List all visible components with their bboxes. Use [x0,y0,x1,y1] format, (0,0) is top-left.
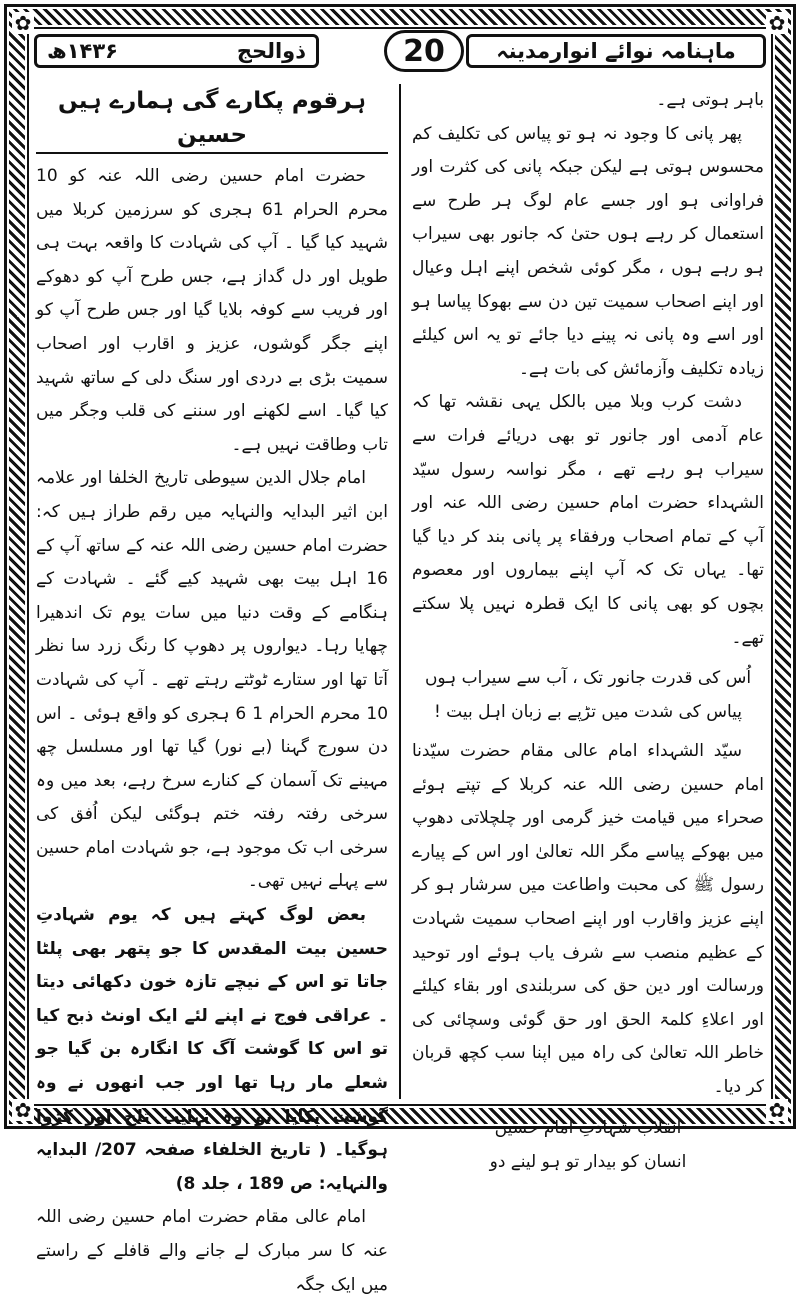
page-header [34,30,766,72]
paragraph: دشت کرب وبلا میں بالکل یہی نقشہ تھا کہ عام آدمی اور جانور تو بھی دریائے فرات سے سیراب ہو رہے تھے ، مگر نواسہ رسول سیّد الشہداء حضرت امام حسین رضی اللہ عنہ اور آپ کے تمام اصحاب ورفقاء پر پانی بند کر دیا گیا تھا۔ یہاں تک کہ آپ اپنے بیماروں اور معصوم بچوں کو بھی پانی کا ایک قطرہ نہیں پلا سکتے تھے۔ [412,392,764,648]
verse-line: انسان کو بیدار تو ہو لینے دو [489,1151,687,1172]
article-title: ہرقوم پکارے گی ہمارے ہیں حسین [36,84,388,154]
paragraph: سیّد الشہداء امام عالی مقام حضرت سیّدنا امام حسین رضی اللہ عنہ کربلا کے تپتے ہوئے صحراء میں قیامت خیز گرمی اور چلچلاتی دھوپ میں بھوکے پیاسے مگر اللہ تعالیٰ اور اس کے پیارے رسول ﷺ کی محبت واطاعت میں سرشار ہو کر اپنے عزیز واقارب اور اپنے اصحاب سمیت شہادت کے عظیم منصب سے شرف یاب ہوئے اور توحید ورسالت اور دین حق کی سربلندی اور بقاء کیلئے اور اعلاءِ کلمۃ الحق اور حق گوئی وسچائی کی خاطر اللہ تعالیٰ کی راہ میں اپنا سب کچھ قربان کر دیا۔ [412,741,764,1098]
issue-month: ذوالحج [236,39,306,63]
paragraph: امام عالی مقام حضرت امام حسین رضی اللہ عنہ کا سر مبارک لے جانے والے قافلے کے راستے میں ایک جگہ [36,1207,388,1295]
corner-ornament-icon: ✿ [766,12,788,34]
verse-line: اُس کی قدرت جانور تک ، آب سے سیراب ہوں [424,668,752,689]
corner-ornament-icon: ✿ [12,1099,34,1121]
verse-block [412,661,764,729]
magazine-title: ماہنامہ نوائے انوارمدینہ [466,34,766,68]
verse-line: انقلاب شہادتِ امام حسین [494,1117,682,1138]
page-number: 20 [384,30,464,72]
left-column [36,84,389,1295]
corner-ornament-icon: ✿ [766,1099,788,1121]
corner-ornament-icon: ✿ [12,12,34,34]
paragraph: بعض لوگ کہتے ہیں کہ یوم شہادتِ حسین بیت المقدس کا جو پتھر بھی پلٹا جاتا تو اس کے نیچے تازہ خون دکھائی دیتا ۔ عراقی فوج نے اپنے لئے ایک اونٹ ذبح کیا تو اس کا گوشت آگ کا انگارہ بن گیا جو شعلے مار رہا تھا اور جب انھوں نے وہ گوشت پکایا تو وہ نہایت تلخ اور کڑوا ہوگیا۔ ( تاریخ الخلفاء صفحہ 207/ البدایہ والنہایہ: ص 189 ، جلد 8) [36,905,388,1194]
paragraph: باہر ہوتی ہے۔ [656,90,764,110]
verse-block [412,1111,764,1179]
paragraph: امام جلال الدین سیوطی تاریخ الخلفا اور علامہ ابن اثیر البدایہ والنہایہ میں رقم طراز ہیں کہ: حضرت امام حسین رضی اللہ عنہ کے ساتھ آپ کے 16 اہل بیت بھی شہید کیے گئے ۔ شہادت کے ہنگامے کے وقت دنیا میں سات یوم تک اندھیرا چھایا رہا۔ دیواروں پر دھوپ کا رنگ زرد سا نظر آتا تھا اور ستارے ٹوٹتے رہتے تھے ۔ آپ کی شہادت 10 محرم الحرام 1 6 ہجری کو واقع ہوئی ۔ اس دن سورج گہنا (بے نور) گیا تھا اور مسلسل چھ مہینے تک آسمان کے کنارے سرخ رہے، بعد میں وہ سرخی رفتہ رفتہ ختم ہوگئی لیکن اُفق کی سرخی اب تک موجود ہے، جو شہادت امام حسین سے پہلے نہیں تھی۔ [36,468,389,892]
issue-year: ۱۴۳۶ھ [47,39,118,63]
paragraph: حضرت امام حسین رضی اللہ عنہ کو 10 محرم الحرام 61 ہجری کو سرزمین کربلا میں شہید کیا گیا ۔ آپ کی شہادت کا واقعہ بہت ہی طویل اور دل گداز ہے، جس طرح آپ کو دھوکے اور فریب سے کوفہ بلایا گیا اور جس طرح آپ کو اپنے جگر گوشوں، عزیز و اقارب اور اصحاب سمیت بڑی بے دردی اور سنگ دلی کے ساتھ شہید کیا گیا۔ اسے لکھنے اور سننے کی قلب وجگر میں تاب وطاقت نہیں ہے۔ [36,166,388,455]
issue-date-box [34,34,319,68]
verse-line: پیاس کی شدت میں تڑپے بے زبان اہل بیت ! [433,702,743,723]
right-column [412,84,764,1172]
column-divider [399,84,401,1099]
paragraph: پھر پانی کا وجود نہ ہو تو پیاس کی تکلیف کم محسوس ہوتی ہے لیکن جبکہ پانی کی کثرت اور فراوانی ہو اور جسے عام لوگ ہر طرح سے استعمال کر رہے ہوں حتیٰ کہ جانور بھی سیراب ہو رہے ہوں ، مگر کوئی شخص اپنے اہل وعیال اور اپنے اصحاب سمیت تین دن سے بھوکا پیاسا ہو اور اسے وہ پانی نہ پینے دیا جائے تو یہ اس کیلئے زیادہ تکلیف وآزمائش کی بات ہے۔ [412,123,764,379]
